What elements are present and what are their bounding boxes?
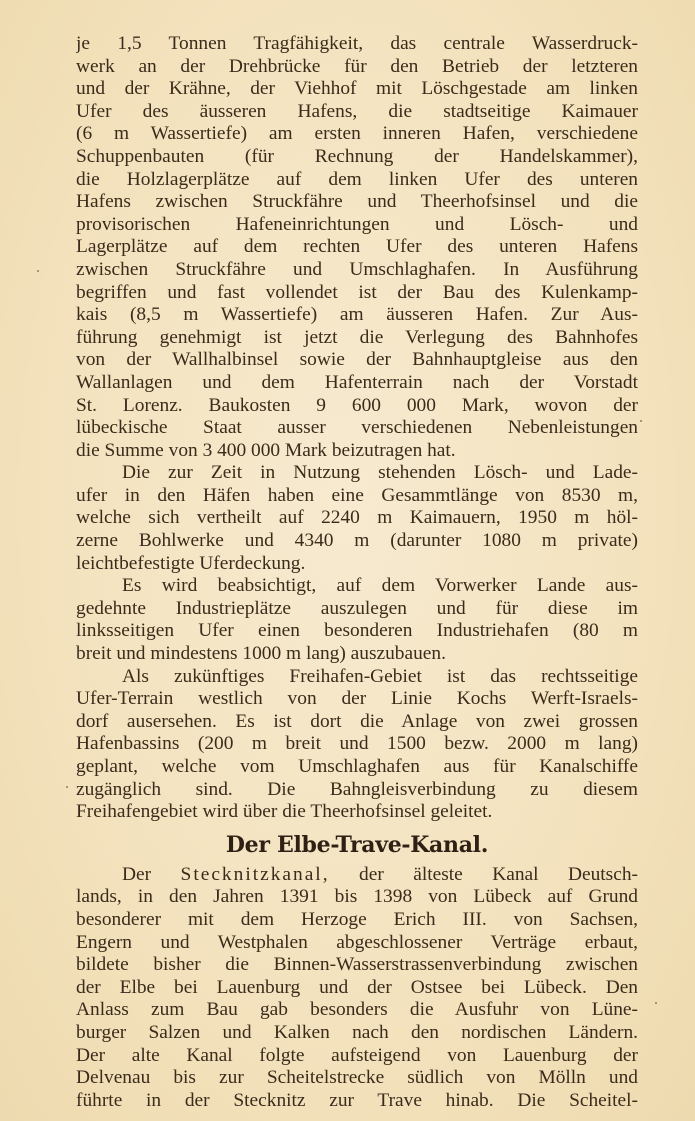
- text-line: lands, in den Jahren 1391 bis 1398 von Lübeck auf Grund: [76, 886, 638, 908]
- text-line: Die zur Zeit in Nutzung stehenden Lösch- und Lade-: [122, 462, 638, 484]
- text-line: bildete bisher die Binnen-Wasserstrassenverbindung zwischen: [76, 954, 638, 976]
- text-line: ufer in den Häfen haben eine Gesammtlänge von 8530 m,: [76, 484, 638, 506]
- text-line: von der Wallhalbinsel sowie der Bahnhauptgleise aus den: [76, 349, 638, 371]
- text-line: Hafens zwischen Struckfähre und Theerhofsinsel und die: [76, 191, 638, 213]
- text-line: werk an der Drehbrücke für den Betrieb der letzteren: [76, 55, 638, 77]
- text-line: burger Salzen und Kalken nach den nordischen Ländern.: [76, 1021, 638, 1043]
- document-page: [76, 33, 638, 1112]
- text-line: besonderer mit dem Herzoge Erich III. von Sachsen,: [76, 908, 638, 930]
- text-line: leichtbefestigte Uferdeckung.: [76, 552, 306, 574]
- text-line: der Elbe bei Lauenburg und der Ostsee bei Lübeck. Den: [76, 976, 638, 998]
- text-line: Wallanlagen und dem Hafenterrain nach der Vorstadt: [76, 371, 638, 393]
- text-line: führung genehmigt ist jetzt die Verlegung des Bahnhofes: [76, 326, 638, 348]
- text-line: Hafenbassins (200 m breit und 1500 bezw. 2000 m lang): [76, 733, 638, 755]
- text-line: die Holzlagerplätze auf dem linken Ufer des unteren: [76, 168, 638, 190]
- text-line: Delvenau bis zur Scheitelstrecke südlich von Mölln und: [76, 1067, 638, 1089]
- text-line: welche sich vertheilt auf 2240 m Kaimauern, 1950 m höl-: [76, 507, 638, 529]
- text-line: [76, 864, 638, 887]
- text-line: geplant, welche vom Umschlaghafen aus für Kanalschiffe: [76, 756, 638, 777]
- paper-speck: [655, 1002, 657, 1004]
- text-line: Es wird beabsichtigt, auf dem Vorwerker Lande aus-: [122, 575, 638, 597]
- text-line: St. Lorenz. Baukosten 9 600 000 Mark, wovon der: [76, 394, 638, 416]
- text-word: Der: [122, 863, 152, 885]
- text-line: lübeckische Staat ausser verschiedenen Nebenleistungen: [76, 417, 638, 439]
- text-line: die Summe von 3 400 000 Mark beizutragen hat.: [76, 439, 456, 461]
- text-line: provisorischen Hafeneinrichtungen und Lösch- und: [76, 213, 638, 235]
- text-line: und der Krähne, der Viehhof mit Löschgestade am linken: [76, 78, 638, 100]
- text-line: Als zukünftiges Freihafen-Gebiet ist das rechtsseitige: [122, 665, 638, 687]
- text-line: linksseitigen Ufer einen besonderen Industriehafen (80 m: [76, 620, 638, 642]
- text-line: Der alte Kanal folgte aufsteigend von Lauenburg der: [76, 1044, 638, 1066]
- text-line: Freihafengebiet wird über die Theerhofsinsel geleitet.: [76, 801, 493, 823]
- paragraph-free-port: [76, 666, 638, 824]
- text-line: Ufer des äusseren Hafens, die stadtseitige Kaimauer: [76, 100, 638, 122]
- text-line: breit und mindestens 1000 m lang) auszubauen.: [76, 643, 446, 665]
- text-line: zerne Bohlwerke und 4340 m (darunter 1080 m private): [76, 530, 638, 552]
- text-line: dorf ausersehen. Es ist dort die Anlage von zwei grossen: [76, 710, 638, 732]
- paper-speck: [640, 420, 642, 422]
- text-line: zwischen Struckfähre und Umschlaghafen. In Ausführung: [76, 258, 638, 280]
- text-line: kais (8,5 m Wassertiefe) am äusseren Hafen. Zur Aus-: [76, 304, 638, 326]
- text-line: Engern und Westphalen abgeschlossener Verträge erbaut,: [76, 931, 638, 953]
- section-heading: Der Elbe-Trave-Kanal.: [225, 831, 489, 858]
- emphasized-word: Stecknitzkanal,: [180, 863, 330, 885]
- text-line: zugänglich sind. Die Bahngleisverbindung zu diesem: [76, 778, 638, 800]
- text-line: (6 m Wassertiefe) am ersten inneren Hafen, verschiedene: [76, 123, 638, 145]
- paper-speck: [66, 786, 68, 788]
- text-line: führte in der Stecknitz zur Trave hinab. Die Scheitel-: [76, 1089, 638, 1111]
- text-line: gedehnte Industrieplätze auszulegen und für diese im: [76, 597, 638, 619]
- paragraph-industrial-port: [76, 575, 638, 665]
- text-line: Anlass zum Bau gab besonders die Ausfuhr von Lüne-: [76, 999, 638, 1021]
- text-line: je 1,5 Tonnen Tragfähigkeit, das centrale Wasserdruck-: [76, 33, 638, 54]
- paper-speck: [37, 270, 39, 272]
- text-line: Ufer-Terrain westlich von der Linie Kochs Werft-Israels-: [76, 688, 638, 710]
- text-line: Schuppenbauten (für Rechnung der Handelskammer),: [76, 145, 638, 167]
- paragraph-harbor-facilities: [76, 33, 638, 462]
- paragraph-shore-lengths: [76, 462, 638, 575]
- text-rest: der älteste Kanal Deutsch-: [359, 863, 638, 885]
- text-line: begriffen und fast vollendet ist der Bau des Kulenkamp-: [76, 281, 638, 303]
- paragraph-stecknitz-canal: [76, 864, 638, 1113]
- text-line: Lagerplätze auf dem rechten Ufer des unteren Hafens: [76, 236, 638, 258]
